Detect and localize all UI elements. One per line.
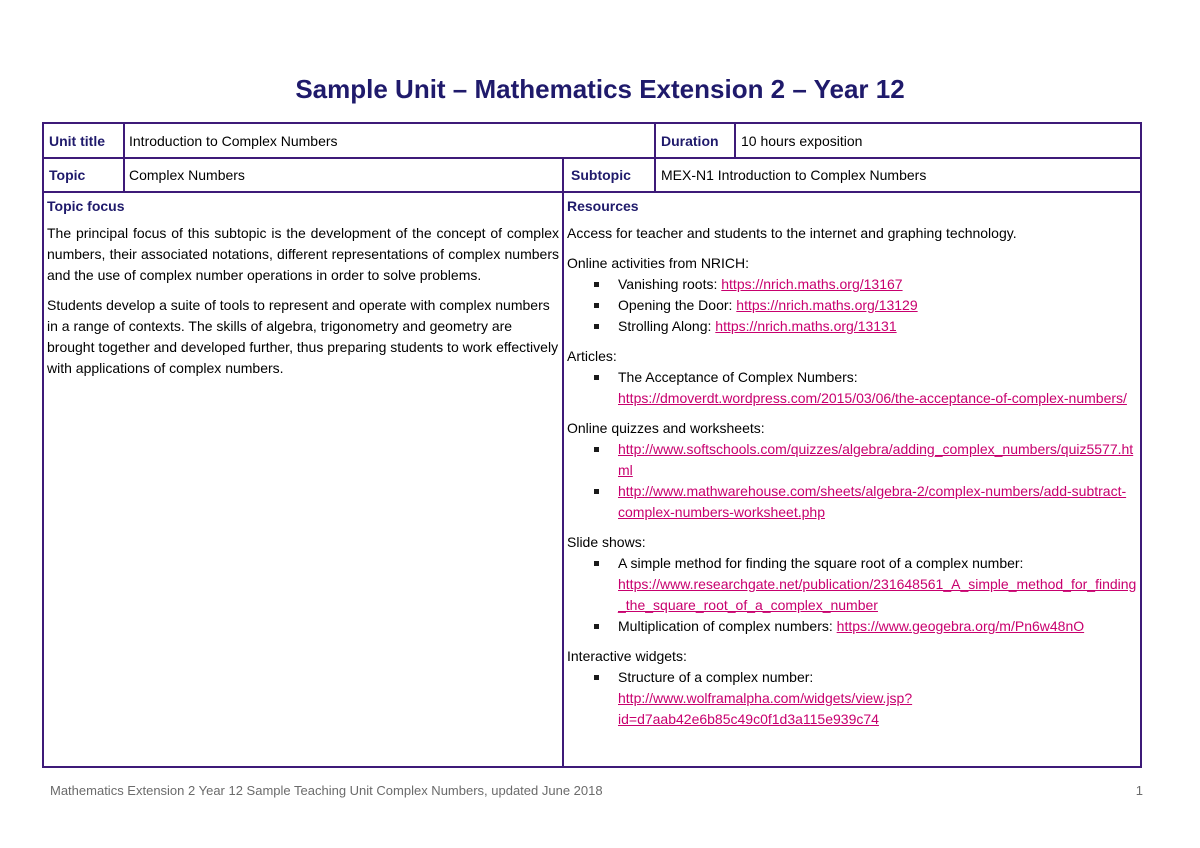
resources-section <box>567 196 1137 739</box>
square-bullet-icon <box>594 303 599 308</box>
resource-link[interactable]: https://www.researchgate.net/publication/231648561_A_simple_method_for_finding_the_square_root_of_a_complex_number <box>618 576 1137 613</box>
list-item <box>567 274 1137 295</box>
square-bullet-icon <box>594 675 599 680</box>
subtopic-label: Subtopic <box>571 167 631 183</box>
topic-focus-section <box>47 196 559 388</box>
articles-block <box>567 346 1137 409</box>
list-item <box>567 667 1137 730</box>
resource-link[interactable]: https://www.geogebra.org/m/Pn6w48nO <box>836 618 1085 634</box>
resource-link[interactable]: https://dmoverdt.wordpress.com/2015/03/06/the-acceptance-of-complex-numbers/ <box>618 390 1127 406</box>
resources-heading: Resources <box>567 198 639 214</box>
resource-link[interactable]: https://nrich.maths.org/13167 <box>721 276 903 292</box>
resource-text: Multiplication of complex numbers: <box>618 618 837 634</box>
col-divider-main <box>562 158 564 766</box>
resource-text: A simple method for finding the square root of a complex number: <box>618 555 1024 571</box>
quizzes-label: Online quizzes and worksheets: <box>567 420 765 436</box>
topic-focus-paragraph-2: Students develop a suite of tools to represent and operate with complex numbers in a range of contexts. The skills of algebra, trigonometry and geometry are brought together and developed further, thus preparing students to work effectively with applications of complex numbers. <box>47 297 559 376</box>
topic-focus-heading: Topic focus <box>47 198 125 214</box>
col-divider-label <box>123 124 125 191</box>
list-item <box>567 316 1137 337</box>
resource-text: Strolling Along: <box>618 318 716 334</box>
resource-link[interactable]: http://www.wolframalpha.com/widgets/view.jsp?id=d7aab42e6b85c49c0f1d3a115e939c74 <box>618 690 913 727</box>
square-bullet-icon <box>594 447 599 452</box>
list-item <box>567 481 1137 523</box>
list-item <box>567 616 1137 637</box>
slides-label: Slide shows: <box>567 534 646 550</box>
footer-text: Mathematics Extension 2 Year 12 Sample Teaching Unit Complex Numbers, updated June 2018 <box>50 783 603 798</box>
square-bullet-icon <box>594 375 599 380</box>
unit-title-value: Introduction to Complex Numbers <box>129 133 338 149</box>
list-item <box>567 295 1137 316</box>
square-bullet-icon <box>594 624 599 629</box>
col-divider-duration-value <box>734 124 736 158</box>
topic-value: Complex Numbers <box>129 167 245 183</box>
list-item <box>567 439 1137 481</box>
resource-link[interactable]: http://www.mathwarehouse.com/sheets/algebra-2/complex-numbers/add-subtract-complex-numbers-worksheet.php <box>618 483 1127 520</box>
square-bullet-icon <box>594 282 599 287</box>
widgets-label: Interactive widgets: <box>567 648 687 664</box>
slides-block <box>567 532 1137 637</box>
page-number: 1 <box>1135 783 1143 798</box>
row-divider-2 <box>44 191 1140 193</box>
resource-link[interactable]: http://www.softschools.com/quizzes/algebra/adding_complex_numbers/quiz5577.html <box>618 441 1134 478</box>
unit-table <box>42 122 1142 768</box>
resource-link[interactable]: https://nrich.maths.org/13131 <box>715 318 897 334</box>
topic-focus-paragraph-1: The principal focus of this subtopic is the development of the concept of complex numbers, their associated notations, different representations of complex numbers and the use of complex number operations in order to solve problems. <box>47 225 559 283</box>
duration-label: Duration <box>661 133 719 149</box>
topic-label: Topic <box>49 167 86 183</box>
page-title: Sample Unit – Mathematics Extension 2 – Year 12 <box>295 74 905 104</box>
quizzes-block <box>567 418 1137 523</box>
col-divider-subtopic <box>654 158 656 192</box>
online-activities-label: Online activities from NRICH: <box>567 255 750 271</box>
square-bullet-icon <box>594 561 599 566</box>
resource-text: Vanishing roots: <box>618 276 722 292</box>
articles-label: Articles: <box>567 348 617 364</box>
resource-text: The Acceptance of Complex Numbers: <box>618 369 858 385</box>
resource-link[interactable]: https://nrich.maths.org/13129 <box>736 297 918 313</box>
col-divider-duration <box>654 124 656 158</box>
widgets-block <box>567 646 1137 730</box>
list-item <box>567 367 1137 409</box>
subtopic-value: MEX-N1 Introduction to Complex Numbers <box>661 167 927 183</box>
unit-title-label: Unit title <box>49 133 105 149</box>
row-divider-1 <box>44 157 1140 159</box>
resource-text: Structure of a complex number: <box>618 669 814 685</box>
resources-access-text: Access for teacher and students to the internet and graphing technology. <box>567 225 1017 241</box>
square-bullet-icon <box>594 324 599 329</box>
square-bullet-icon <box>594 489 599 494</box>
duration-value: 10 hours exposition <box>741 133 863 149</box>
online-activities-block <box>567 253 1137 337</box>
list-item <box>567 553 1137 616</box>
resource-text: Opening the Door: <box>618 297 737 313</box>
